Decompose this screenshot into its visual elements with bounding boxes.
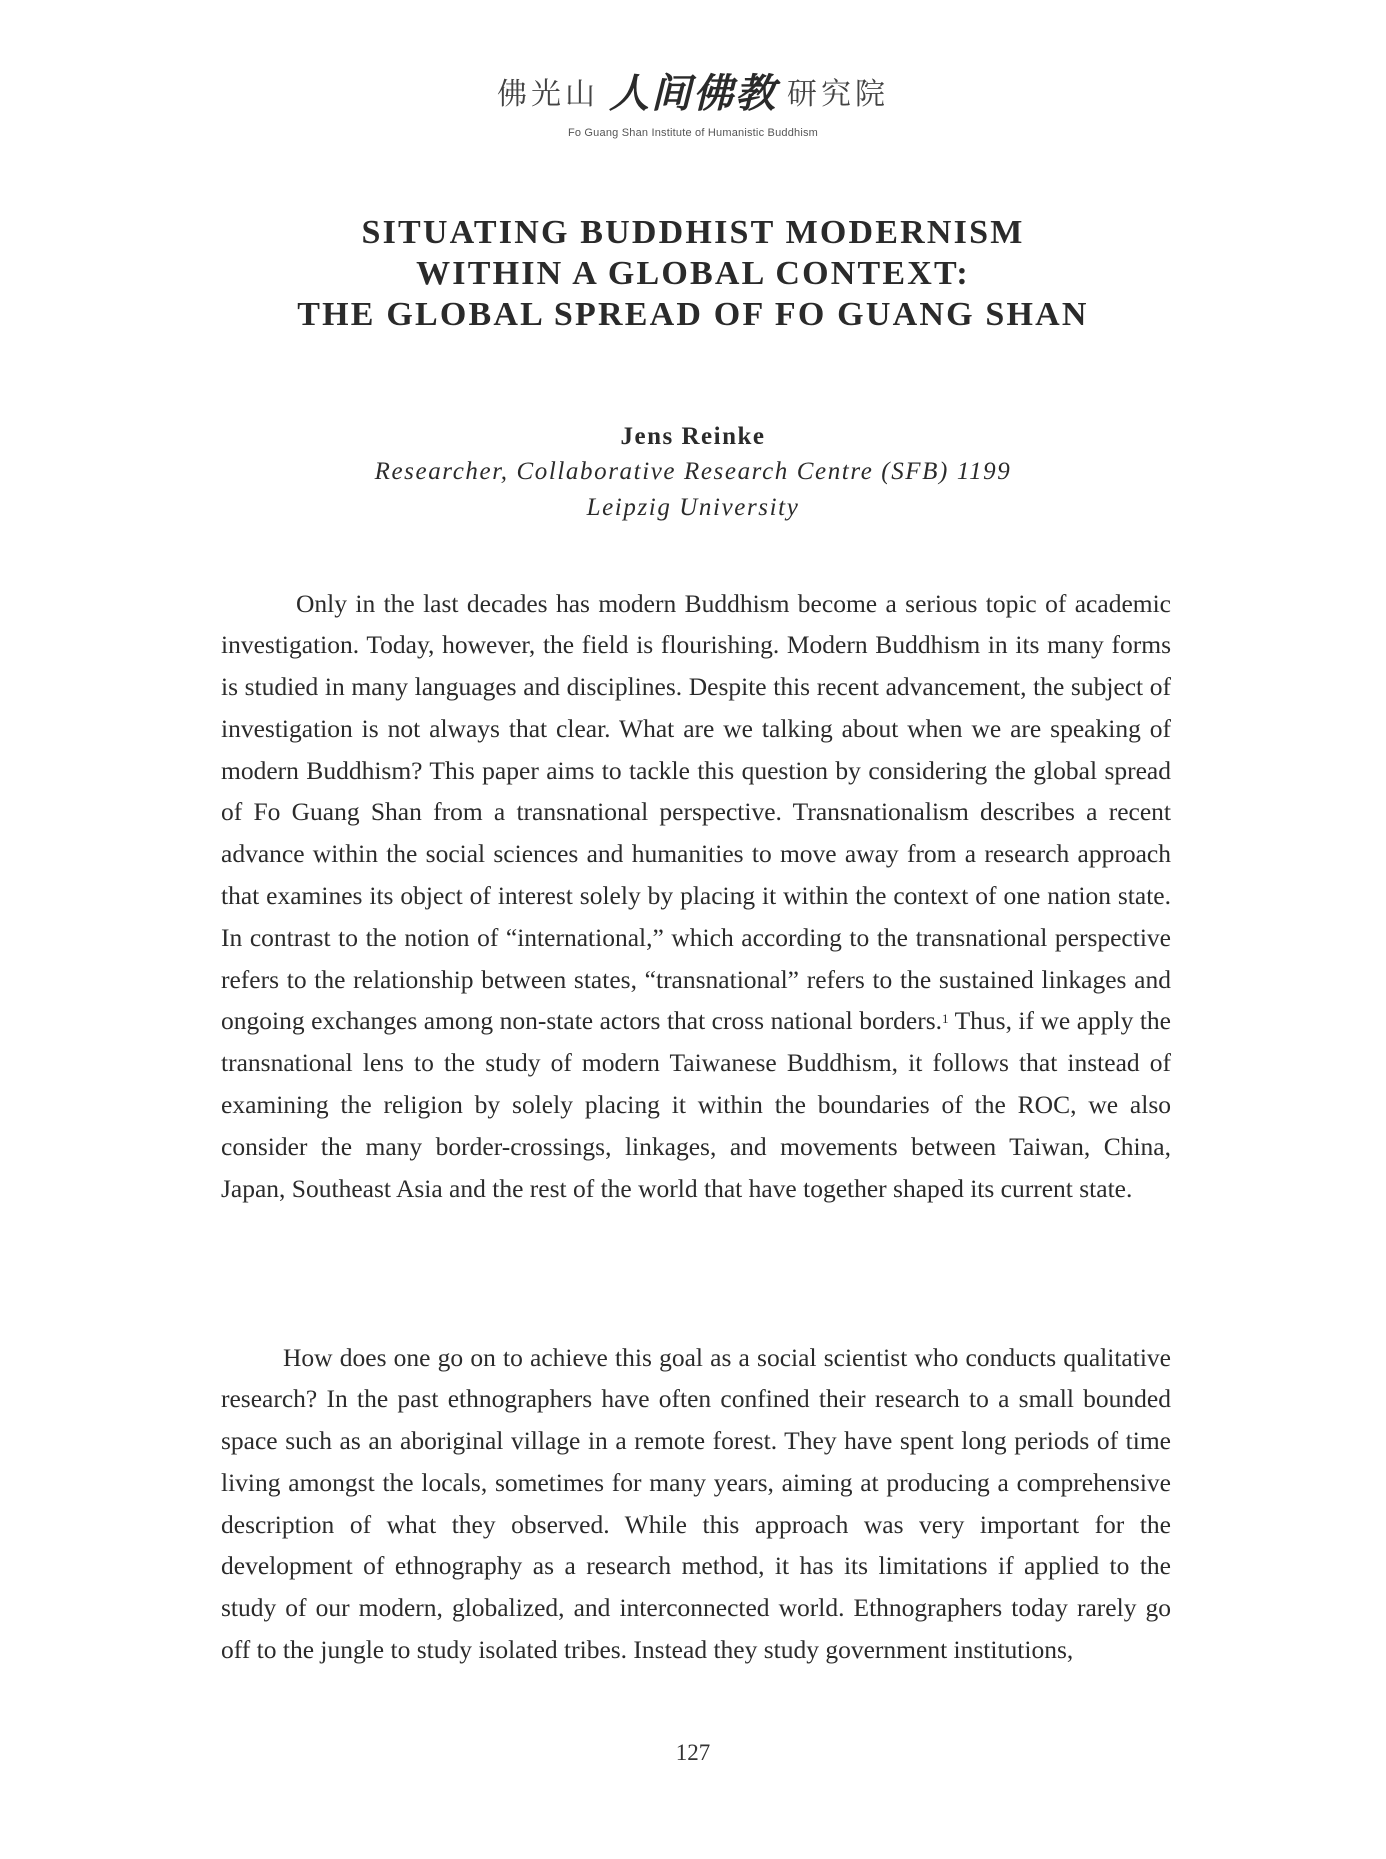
author-institution: Leipzig University: [586, 494, 800, 521]
logo-left-text: 佛光山: [497, 76, 599, 112]
paragraph-2-text: How does one go on to achieve this goal as a social scientist who conducts qualitative research? In the past ethnographers have often confined their research to a small bounded space such as an aboriginal village in a remote forest. They have spent long periods of time living amongst the locals, sometimes for many years, aiming at producing a comprehensive description of what they observed. While this approach was very important for the development of ethnography as a research method, it has its limitations if applied to the study of our modern, globalized, and interconnected world. Ethnographers today rarely go off to the jungle to study isolated tribes. Instead they study government institutions,: [221, 1342, 1171, 1665]
title-line-1: SITUATING BUDDHIST MODERNISM: [361, 214, 1025, 251]
institute-logo: [0, 62, 1386, 139]
page-number: 127: [675, 1740, 711, 1765]
logo-subtitle: Fo Guang Shan Institute of Humanistic Buddhism: [567, 127, 819, 139]
author-name: Jens Reinke: [620, 423, 766, 450]
body-paragraph-2: [221, 1311, 1171, 1696]
title-line-2: WITHIN A GLOBAL CONTEXT:: [416, 255, 970, 292]
title-line-3: THE GLOBAL SPREAD OF FO GUANG SHAN: [297, 296, 1089, 333]
paper-title: [0, 212, 1386, 335]
author-role: Researcher, Collaborative Research Centre (SFB) 1199: [374, 458, 1012, 485]
author-block: [0, 420, 1386, 526]
logo-brush-text: 人间佛教: [609, 70, 777, 117]
footnote-reference[interactable]: 1: [942, 1011, 949, 1027]
paragraph-1-text-b: Thus, if we apply the transnational lens to the study of modern Taiwanese Buddhism, it follows that instead of examining the religion by solely placing it within the boundaries of the ROC, we also consider the many border-crossings, linkages, and movements between Taiwan, China, Japan, Southeast Asia and the rest of the world that have together shaped its current state.: [221, 1006, 1171, 1203]
logo-right-text: 研究院: [787, 76, 889, 112]
paragraph-1-text-a: Only in the last decades has modern Buddhism become a serious topic of academic investigation. Today, however, the field is flourishing. Modern Buddhism in its many forms is studied in many languages and disciplines. Despite this recent advancement, the subject of investigation is not always that clear. What are we talking about when we are speaking of modern Buddhism? This paper aims to tackle this question by considering the global spread of Fo Guang Shan from a transnational perspective. Transnationalism describes a recent advance within the social sciences and humanities to move away from a research approach that examines its object of interest solely by placing it within the context of one nation state. In contrast to the notion of “international,” which according to the transnational perspective refers to the relationship between states, “transnational” refers to the sustained linkages and ongoing exchanges among non-state actors that cross national borders.: [221, 588, 1171, 1036]
logo-wordmark: [497, 62, 889, 119]
body-paragraph-1: [221, 557, 1171, 1235]
